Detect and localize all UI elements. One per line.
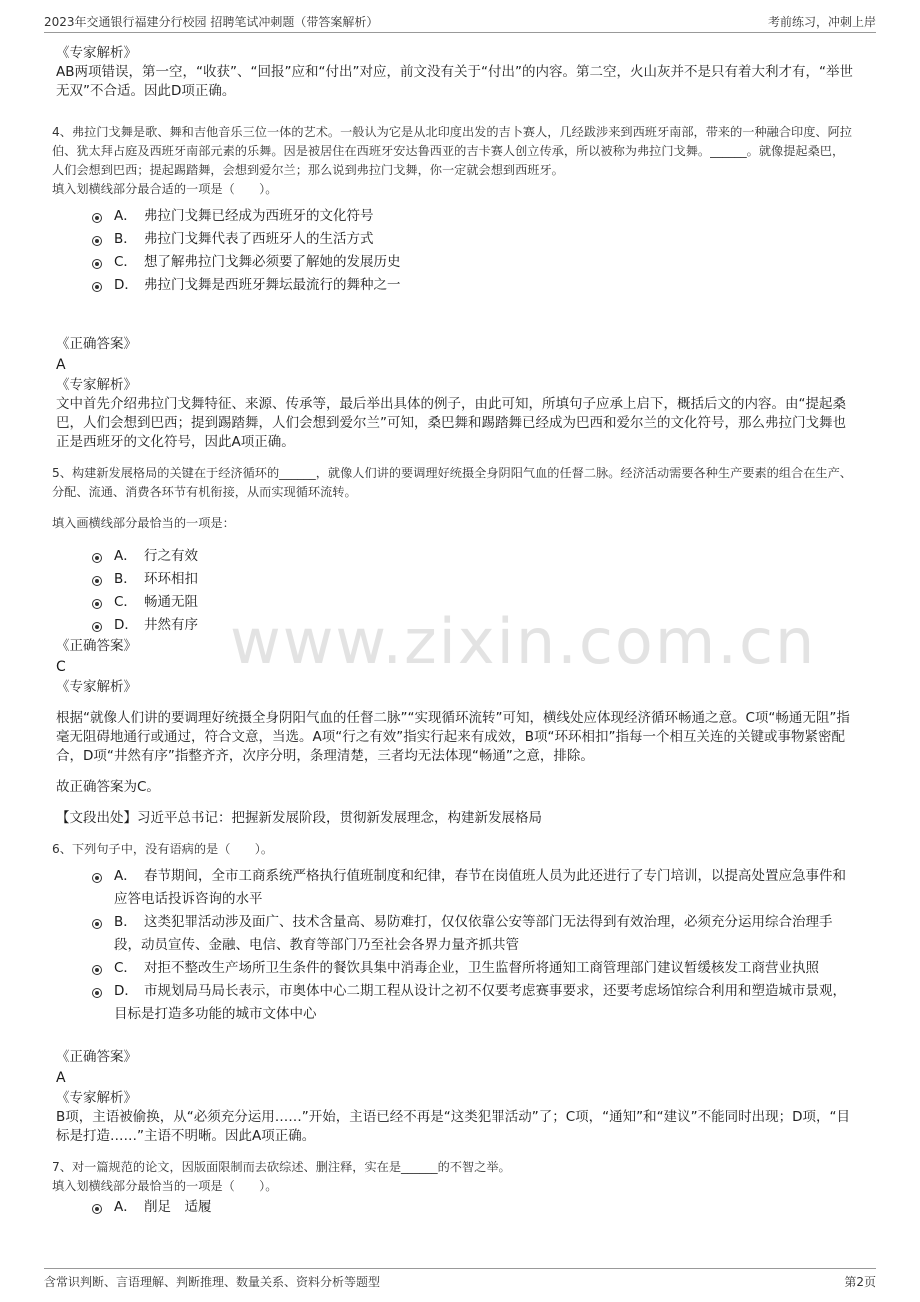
option-text: 想了解弗拉门戈舞必须要了解她的发展历史 bbox=[144, 254, 401, 270]
correct-answer: A bbox=[56, 357, 66, 373]
expert-analysis-text: AB两项错误，第一空，“收获”、“回报”应和“付出”对应，前文没有关于“付出”的内容。第二空，火山灰并不是只有着大利才有，“举世无双”不合适。因此D项正确。 bbox=[56, 64, 853, 99]
option-b[interactable] bbox=[92, 228, 856, 251]
option-text: 畅通无阻 bbox=[144, 594, 198, 610]
question-4-options bbox=[92, 205, 856, 297]
option-a[interactable] bbox=[92, 205, 856, 228]
correct-answer-label: 《正确答案》 bbox=[56, 1049, 137, 1065]
option-c[interactable] bbox=[92, 591, 856, 614]
option-letter: D． bbox=[114, 983, 138, 999]
expert-analysis-label: 《专家解析》 bbox=[56, 377, 137, 393]
option-d[interactable] bbox=[92, 980, 856, 1026]
radio-icon[interactable] bbox=[92, 576, 102, 586]
option-letter: B． bbox=[114, 231, 137, 247]
option-b[interactable] bbox=[92, 911, 856, 957]
watermark: www.zixin.com.cn bbox=[230, 605, 817, 678]
correct-answer: C bbox=[56, 659, 66, 675]
correct-answer-label: 《正确答案》 bbox=[56, 336, 137, 352]
radio-icon[interactable] bbox=[92, 236, 102, 246]
option-text: 环环相扣 bbox=[144, 571, 198, 587]
question-5-options bbox=[92, 545, 856, 637]
option-letter: D． bbox=[114, 617, 138, 633]
option-letter: C． bbox=[114, 960, 137, 976]
option-c[interactable] bbox=[92, 251, 856, 274]
option-text: 弗拉门戈舞已经成为西班牙的文化符号 bbox=[144, 208, 374, 224]
question-7-options bbox=[92, 1196, 856, 1219]
option-letter: D． bbox=[114, 277, 138, 293]
footer-categories: 含常识判断、言语理解、判断推理、数量关系、资料分析等题型 bbox=[44, 1275, 381, 1289]
correct-answer: A bbox=[56, 1070, 66, 1086]
radio-icon[interactable] bbox=[92, 259, 102, 269]
option-text: 弗拉门戈舞是西班牙舞坛最流行的舞种之一 bbox=[144, 277, 401, 293]
radio-icon[interactable] bbox=[92, 1204, 102, 1214]
question-7-text: 7、对一篇规范的论文，因版面限制而去砍综述、删注释，实在是______的不智之举。 bbox=[52, 1160, 511, 1174]
question-5-prompt: 填入画横线部分最恰当的一项是： bbox=[52, 516, 235, 530]
radio-icon[interactable] bbox=[92, 553, 102, 563]
option-d[interactable] bbox=[92, 614, 856, 637]
question-7-prompt: 填入划横线部分最恰当的一项是（ ）。 bbox=[52, 1179, 278, 1193]
radio-icon[interactable] bbox=[92, 282, 102, 292]
expert-analysis-text: B项，主语被偷换，从“必须充分运用……”开始，主语已经不再是“这类犯罪活动”了；C项，“通知”和“建议”不能同时出现；D项，“目标是打造……”主语不明晰。因此A项正确。 bbox=[56, 1109, 851, 1144]
radio-icon[interactable] bbox=[92, 213, 102, 223]
option-text: 行之有效 bbox=[144, 548, 198, 564]
correct-answer-label: 《正确答案》 bbox=[56, 638, 137, 654]
option-text: 井然有序 bbox=[144, 617, 198, 633]
question-4-text: 4、弗拉门戈舞是歌、舞和吉他音乐三位一体的艺术。一般认为它是从北印度出发的吉卜赛人，几经跋涉来到西班牙南部，带来的一种融合印度、阿拉伯、犹太拜占庭及西班牙南部元素的乐舞。因是被居住在西班牙安达鲁西亚的吉卡赛人创立传承，所以被称为弗拉门戈舞。______。就像提起桑巴，人们会想到巴西；提起踢踏舞，会想到爱尔兰；那么说到弗拉门戈舞，你一定就会想到西班牙。 bbox=[52, 125, 852, 177]
question-4-prompt: 填入划横线部分最合适的一项是（ ）。 bbox=[52, 182, 278, 196]
option-text: 这类犯罪活动涉及面广、技术含量高、易防难打，仅仅依靠公安等部门无法得到有效治理，必须充分运用综合治理手段，动员宣传、金融、电信、教育等部门乃至社会各界力量齐抓共管 bbox=[114, 914, 833, 953]
document-title: 2023年交通银行福建分行校园 招聘笔试冲刺题（带答案解析） bbox=[44, 15, 379, 29]
text-source bbox=[56, 809, 856, 828]
expert-analysis-text: 文中首先介绍弗拉门戈舞特征、来源、传承等，最后举出具体的例子，由此可知，所填句子应承上启下，概括后文的内容。由“提起桑巴，人们会想到巴西；提到踢踏舞，人们会想到爱尔兰”可知，桑巴舞和踢踏舞已经成为巴西和爱尔兰的文化符号，那么弗拉门戈舞也正是西班牙的文化符号，因此A项正确。 bbox=[56, 396, 846, 450]
page-footer bbox=[44, 1268, 876, 1291]
option-letter: A． bbox=[114, 1199, 137, 1215]
radio-icon[interactable] bbox=[92, 622, 102, 632]
option-letter: A． bbox=[114, 208, 137, 224]
option-a[interactable] bbox=[92, 545, 856, 568]
radio-icon[interactable] bbox=[92, 988, 102, 998]
option-letter: A． bbox=[114, 868, 137, 884]
question-5-text: 5、构建新发展格局的关键在于经济循环的______，就像人们讲的要调理好统摄全身阴阳气血的任督二脉。经济活动需要各种生产要素的组合在生产、分配、流通、消费各环节有机衔接，从而实现循环流转。 bbox=[52, 466, 852, 499]
option-letter: C． bbox=[114, 594, 137, 610]
option-text: 市规划局马局长表示，市奥体中心二期工程从设计之初不仅要考虑赛事要求，还要考虑场馆综合利用和塑造城市景观，目标是打造多功能的城市文体中心 bbox=[114, 983, 846, 1022]
question-6-text: 6、下列句子中，没有语病的是（ ）。 bbox=[52, 842, 274, 856]
option-letter: B． bbox=[114, 571, 137, 587]
option-letter: A． bbox=[114, 548, 137, 564]
radio-icon[interactable] bbox=[92, 965, 102, 975]
option-c[interactable] bbox=[92, 957, 856, 980]
expert-analysis-label: 《专家解析》 bbox=[56, 679, 137, 695]
answer-conclusion: 故正确答案为C。 bbox=[56, 779, 160, 795]
option-b[interactable] bbox=[92, 568, 856, 591]
radio-icon[interactable] bbox=[92, 599, 102, 609]
option-letter: C． bbox=[114, 254, 137, 270]
source-label: 【文段出处】 bbox=[56, 810, 137, 826]
option-text: 弗拉门戈舞代表了西班牙人的生活方式 bbox=[144, 231, 374, 247]
option-letter: B． bbox=[114, 914, 137, 930]
header-slogan: 考前练习，冲刺上岸 bbox=[767, 15, 876, 29]
page-number: 第2页 bbox=[844, 1275, 876, 1289]
option-text: 对拒不整改生产场所卫生条件的餐饮具集中消毒企业，卫生监督所将通知工商管理部门建议暂缓核发工商营业执照 bbox=[144, 960, 819, 976]
page-content bbox=[52, 44, 856, 1219]
page-header bbox=[44, 10, 876, 33]
expert-analysis-label: 《专家解析》 bbox=[56, 1090, 137, 1106]
option-d[interactable] bbox=[92, 274, 856, 297]
option-a[interactable] bbox=[92, 1196, 856, 1219]
option-a[interactable] bbox=[92, 865, 856, 911]
option-text: 春节期间，全市工商系统严格执行值班制度和纪律，春节在岗值班人员为此还进行了专门培训，以提高处置应急事件和应答电话投诉咨询的水平 bbox=[114, 868, 846, 907]
radio-icon[interactable] bbox=[92, 873, 102, 883]
option-text: 削足 适履 bbox=[144, 1199, 212, 1215]
question-6-options bbox=[92, 865, 856, 1026]
source-text: 习近平总书记：把握新发展阶段，贯彻新发展理念，构建新发展格局 bbox=[137, 810, 542, 826]
expert-analysis-text: 根据“就像人们讲的要调理好统摄全身阴阳气血的任督二脉”“实现循环流转”可知，横线处应体现经济循环畅通之意。C项“畅通无阻”指毫无阻碍地通行或通过，符合文意，当选。A项“行之有效”指实行起来有成效，B项“环环相扣”指每一个相互关连的关键或事物紧密配合，D项“井然有序”指整齐齐，次序分明，条理清楚，三者均无法体现“畅通”之意，排除。 bbox=[56, 710, 850, 764]
expert-analysis-label: 《专家解析》 bbox=[56, 45, 137, 61]
radio-icon[interactable] bbox=[92, 919, 102, 929]
